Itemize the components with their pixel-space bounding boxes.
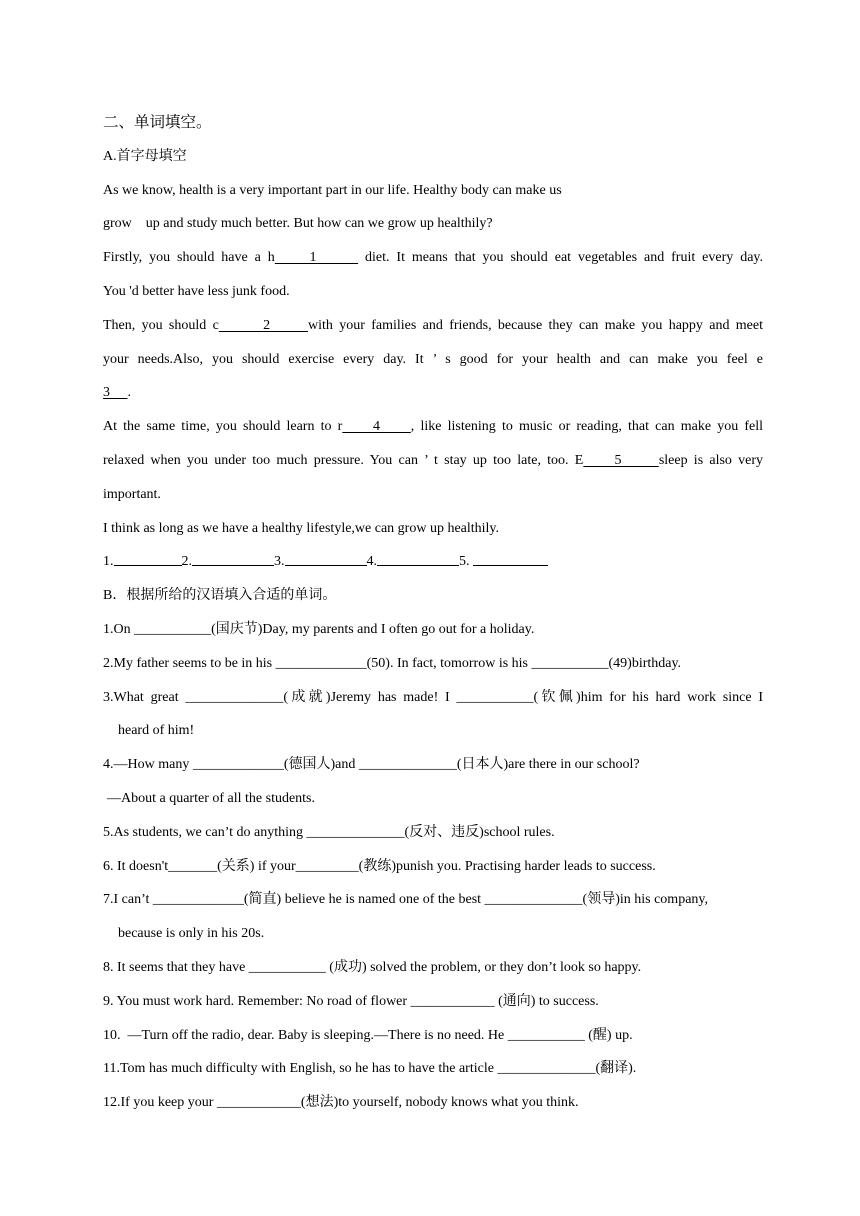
passage-line [103,241,763,275]
passage-text: with your families and friends, because they can make you happy and meet [308,317,763,333]
passage-line [103,410,763,444]
answer-label-2: 2. [181,554,192,570]
answer-blank-4[interactable] [377,551,459,566]
passage-line: your needs.Also, you should exercise every day. It ’ s good for your health and can make you feel e [103,351,763,367]
passage-text: Then, you should c [103,317,219,333]
passage-line: As we know, health is a very important part in our life. Healthy body can make us [103,182,562,198]
passage-line: grow up and study much better. But how can we grow up healthily? [103,216,493,232]
part-a-title: A.首字母填空 [103,148,187,164]
question-7-cont: because is only in his 20s. [118,926,265,942]
question-7: 7.I can’t _____________(简直) believe he is named one of the best ______________(领导)in his company, [103,892,708,908]
passage-line [103,444,763,478]
question-11: 11.Tom has much difficulty with English, so he has to have the article ______________(翻译). [103,1061,637,1077]
question-2: 2.My father seems to be in his _____________(50). In fact, tomorrow is his ___________(49)birthday. [103,655,682,671]
passage-text: At the same time, you should learn to r [103,419,343,435]
question-3-cont: heard of him! [118,723,195,739]
part-b-title: B．根据所给的汉语填入合适的单词。 [103,588,337,604]
passage-text: . [127,385,131,401]
blank-4[interactable]: 4 [342,419,411,435]
question-9: 9. You must work hard. Remember: No road of flower ____________ (通向) to success. [103,993,599,1009]
passage-line [103,376,763,410]
question-5: 5.As students, we can’t do anything ______________(反对、违反)school rules. [103,824,555,840]
answer-blank-1[interactable] [114,551,182,566]
blank-1[interactable]: 1 [274,250,359,266]
answer-blank-2[interactable] [192,551,274,566]
worksheet-page [103,106,763,1120]
passage-text: sleep is also very [658,452,764,468]
answer-label-3: 3. [274,554,285,570]
answer-blank-5[interactable] [473,551,548,566]
blank-2[interactable]: 2 [218,317,309,333]
passage-text: relaxed when you under too much pressure. You can ’ t stay up too late, too. E [103,452,584,468]
answer-label-1: 1. [103,554,114,570]
passage-text: Firstly, you should have a h [103,250,275,266]
passage-line: You 'd better have less junk food. [103,283,290,299]
passage-text: , like listening to music or reading, that can make you fell [410,419,764,435]
blank-5[interactable]: 5 [583,452,659,468]
passage-line [103,309,763,343]
question-1: 1.On ___________(国庆节)Day, my parents and I often go out for a holiday. [103,621,535,637]
question-4: 4.—How many _____________(德国人)and ______________(日本人)are there in our school? [103,757,640,773]
answer-label-4: 4. [366,554,377,570]
question-12: 12.If you keep your ____________(想法)to yourself, nobody knows what you think. [103,1095,579,1111]
answer-label-5: 5. [459,554,473,570]
section-heading: 二、单词填空。 [103,114,212,131]
answer-row [103,545,763,579]
question-10: 10. —Turn off the radio, dear. Baby is sleeping.—There is no need. He ___________ (醒) up. [103,1027,633,1043]
question-6: 6. It doesn't_______(关系) if your_________(教练)punish you. Practising harder leads to success. [103,858,656,874]
blank-3[interactable]: 3 [103,385,128,401]
question-3: 3.What great ______________(成就)Jeremy has made! I ___________(钦佩)him for his hard work since I [103,689,763,705]
question-8: 8. It seems that they have ___________ (成功) solved the problem, or they don’t look so happy. [103,959,642,975]
passage-line: I think as long as we have a healthy lifestyle,we can grow up healthily. [103,520,500,536]
answer-blank-3[interactable] [285,551,367,566]
question-4-reply: —About a quarter of all the students. [107,790,316,806]
passage-line: important. [103,486,161,502]
passage-text: diet. It means that you should eat vegetables and fruit every day. [358,250,763,266]
